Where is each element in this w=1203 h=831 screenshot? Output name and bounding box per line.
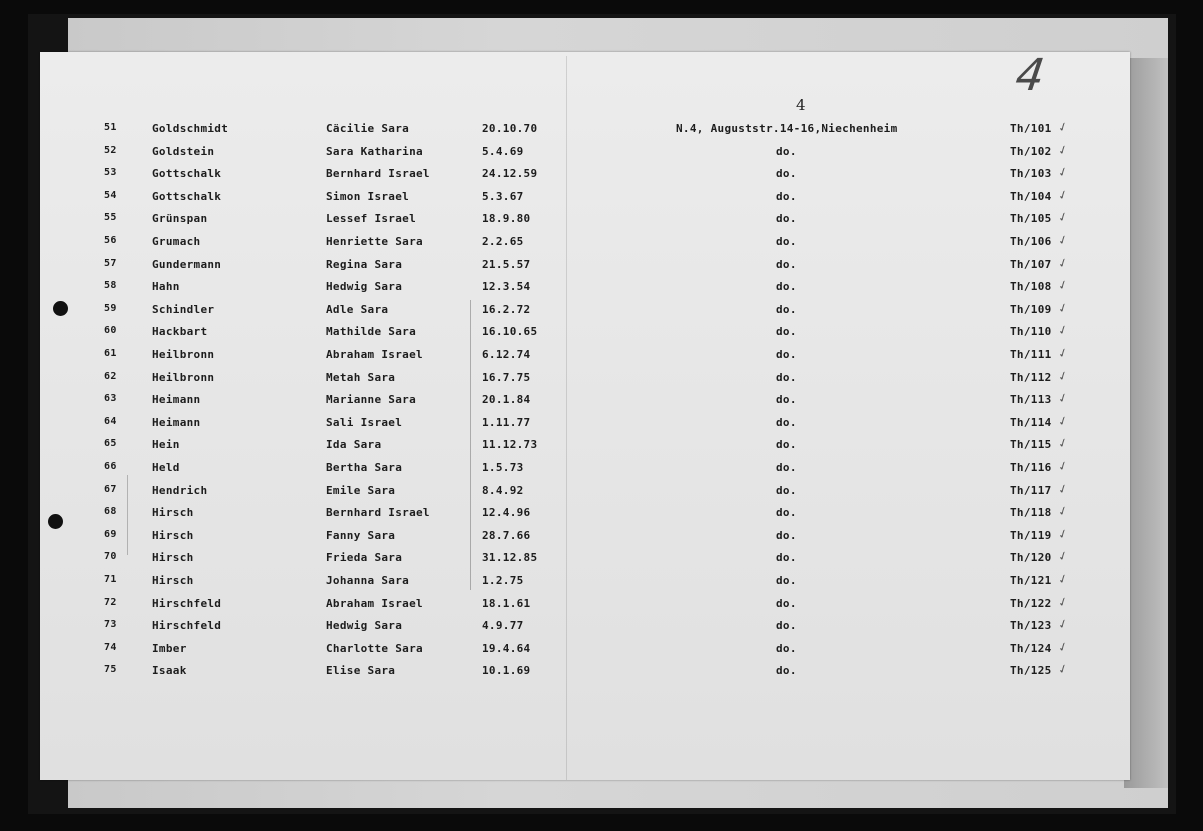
- check-mark-icon: ✓: [1055, 638, 1071, 656]
- check-mark-icon: ✓: [1055, 209, 1071, 226]
- birth-date-cell: 12.3.54: [482, 280, 531, 294]
- address-cell: do.: [776, 528, 797, 542]
- surname-cell: Hirsch: [152, 574, 194, 587]
- row-number: 75: [104, 664, 117, 676]
- given-name-cell: Charlotte Sara: [326, 641, 423, 655]
- given-name-cell: Sali Israel: [326, 415, 403, 429]
- given-name-cell: Ida Sara: [326, 438, 382, 452]
- address-cell: do.: [776, 574, 797, 587]
- address-cell: do.: [776, 167, 797, 181]
- address-cell: do.: [776, 144, 797, 158]
- address-cell: do.: [776, 235, 797, 248]
- reference-cell: Th/102: [1010, 144, 1052, 158]
- table-row: [0, 661, 1203, 684]
- reference-cell: Th/117: [1010, 483, 1052, 497]
- address-cell: do.: [776, 348, 797, 361]
- reference-cell: Th/115: [1010, 438, 1052, 452]
- check-mark-icon: ✓: [1055, 254, 1071, 271]
- address-cell: do.: [776, 257, 797, 271]
- given-name-cell: Adle Sara: [326, 302, 389, 316]
- surname-cell: Goldstein: [152, 144, 215, 158]
- check-mark-icon: ✓: [1055, 480, 1071, 497]
- reference-cell: Th/113: [1010, 393, 1052, 407]
- reference-cell: Th/123: [1010, 619, 1052, 633]
- table-row: [0, 254, 1203, 278]
- address-cell: do.: [776, 280, 797, 294]
- row-number: 73: [104, 619, 117, 631]
- given-name-cell: Sara Katharina: [326, 144, 423, 158]
- address-cell: do.: [776, 596, 797, 610]
- table-row: [0, 548, 1203, 571]
- reference-cell: Th/121: [1010, 574, 1052, 587]
- table-row: [0, 435, 1203, 458]
- birth-date-cell: 10.1.69: [482, 664, 531, 678]
- given-name-cell: Henriette Sara: [326, 235, 423, 248]
- handwritten-page-number: 4: [1012, 50, 1048, 101]
- table-row: [0, 570, 1203, 594]
- surname-cell: Hirschfeld: [152, 596, 222, 610]
- address-cell: do.: [776, 483, 797, 497]
- check-mark-icon: ✓: [1055, 344, 1071, 362]
- address-cell: do.: [776, 641, 797, 655]
- row-number: 67: [104, 483, 117, 495]
- address-cell: do.: [776, 551, 797, 565]
- given-name-cell: Abraham Israel: [326, 348, 423, 361]
- check-mark-icon: ✓: [1055, 457, 1071, 475]
- given-name-cell: Mathilde Sara: [326, 325, 416, 339]
- table-row: [0, 525, 1203, 549]
- table-row: [0, 118, 1203, 142]
- table-row: [0, 457, 1203, 481]
- reference-cell: Th/116: [1010, 461, 1052, 474]
- surname-cell: Imber: [152, 641, 187, 655]
- row-number: 70: [104, 551, 117, 563]
- address-cell: do.: [776, 506, 797, 520]
- check-mark-icon: ✓: [1055, 548, 1071, 565]
- table-row: [0, 502, 1203, 526]
- table-row: [0, 389, 1203, 413]
- table-row: [0, 299, 1203, 323]
- address-cell: do.: [776, 664, 797, 678]
- birth-date-cell: 28.7.66: [482, 528, 531, 542]
- given-name-cell: Abraham Israel: [326, 596, 423, 610]
- reference-cell: Th/110: [1010, 325, 1052, 339]
- row-number: 71: [104, 574, 117, 585]
- row-number: 61: [104, 348, 117, 359]
- given-name-cell: Hedwig Sara: [326, 619, 403, 633]
- row-number: 55: [104, 212, 117, 224]
- birth-date-cell: 1.5.73: [482, 461, 524, 474]
- birth-date-cell: 21.5.57: [482, 257, 531, 271]
- given-name-cell: Cäcilie Sara: [326, 122, 410, 135]
- check-mark-icon: ✓: [1055, 367, 1071, 384]
- reference-cell: Th/108: [1010, 280, 1052, 294]
- surname-cell: Hackbart: [152, 325, 208, 339]
- reference-cell: Th/118: [1010, 506, 1052, 520]
- reference-cell: Th/119: [1010, 528, 1052, 542]
- birth-date-cell: 1.11.77: [482, 415, 531, 429]
- reference-cell: Th/106: [1010, 235, 1052, 248]
- table-row: [0, 344, 1203, 368]
- given-name-cell: Frieda Sara: [326, 551, 403, 565]
- birth-date-cell: 24.12.59: [482, 167, 538, 181]
- surname-cell: Held: [152, 461, 180, 474]
- reference-cell: Th/125: [1010, 664, 1052, 678]
- birth-date-cell: 6.12.74: [482, 348, 531, 361]
- row-number: 58: [104, 280, 117, 292]
- birth-date-cell: 31.12.85: [482, 551, 538, 565]
- address-cell: do.: [776, 619, 797, 633]
- check-mark-icon: ✓: [1055, 435, 1071, 452]
- surname-cell: Hirsch: [152, 551, 194, 565]
- check-mark-icon: ✓: [1055, 502, 1071, 520]
- reference-cell: Th/112: [1010, 370, 1052, 384]
- surname-cell: Isaak: [152, 664, 187, 678]
- surname-cell: Hirsch: [152, 528, 194, 542]
- table-row: [0, 322, 1203, 345]
- reference-cell: Th/103: [1010, 167, 1052, 181]
- given-name-cell: Johanna Sara: [326, 574, 410, 587]
- page-number: 4: [796, 96, 806, 114]
- check-mark-icon: ✓: [1055, 276, 1071, 294]
- table-row: [0, 231, 1203, 255]
- given-name-cell: Bernhard Israel: [326, 167, 430, 181]
- check-mark-icon: ✓: [1055, 163, 1071, 181]
- table-row: [0, 412, 1203, 436]
- row-number: 56: [104, 235, 117, 246]
- surname-cell: Gundermann: [152, 257, 222, 271]
- row-number: 64: [104, 415, 117, 427]
- check-mark-icon: ✓: [1055, 231, 1071, 249]
- birth-date-cell: 8.4.92: [482, 483, 524, 497]
- birth-date-cell: 18.9.80: [482, 212, 531, 226]
- table-row: [0, 163, 1203, 187]
- row-number: 74: [104, 641, 117, 653]
- check-mark-icon: ✓: [1055, 525, 1071, 543]
- reference-cell: Th/104: [1010, 189, 1052, 203]
- birth-date-cell: 4.9.77: [482, 619, 524, 633]
- surname-cell: Schindler: [152, 302, 215, 316]
- reference-cell: Th/114: [1010, 415, 1052, 429]
- check-mark-icon: ✓: [1055, 186, 1071, 204]
- address-cell: do.: [776, 461, 797, 474]
- table-row: [0, 367, 1203, 391]
- surname-cell: Heimann: [152, 415, 201, 429]
- address-cell: do.: [776, 370, 797, 384]
- table-row: [0, 209, 1203, 232]
- surname-cell: Heilbronn: [152, 348, 215, 361]
- check-mark-icon: ✓: [1055, 322, 1071, 339]
- address-cell: do.: [776, 415, 797, 429]
- given-name-cell: Emile Sara: [326, 483, 396, 497]
- table-row: [0, 593, 1203, 617]
- birth-date-cell: 19.4.64: [482, 641, 531, 655]
- row-number: 51: [104, 122, 117, 133]
- row-number: 59: [104, 302, 117, 314]
- row-number: 54: [104, 189, 117, 201]
- birth-date-cell: 1.2.75: [482, 574, 524, 587]
- address-cell: do.: [776, 393, 797, 407]
- given-name-cell: Metah Sara: [326, 370, 396, 384]
- given-name-cell: Bernhard Israel: [326, 506, 430, 520]
- row-number: 53: [104, 167, 117, 179]
- surname-cell: Gottschalk: [152, 189, 222, 203]
- given-name-cell: Marianne Sara: [326, 393, 416, 407]
- address-cell: do.: [776, 189, 797, 203]
- surname-cell: Hirsch: [152, 506, 194, 520]
- reference-cell: Th/107: [1010, 257, 1052, 271]
- surname-cell: Heimann: [152, 393, 201, 407]
- birth-date-cell: 16.10.65: [482, 325, 538, 339]
- given-name-cell: Hedwig Sara: [326, 280, 403, 294]
- row-number: 66: [104, 461, 117, 472]
- birth-date-cell: 11.12.73: [482, 438, 538, 452]
- check-mark-icon: ✓: [1055, 141, 1071, 158]
- given-name-cell: Simon Israel: [326, 189, 410, 203]
- surname-cell: Grumach: [152, 235, 201, 248]
- birth-date-cell: 12.4.96: [482, 506, 531, 520]
- birth-date-cell: 16.2.72: [482, 302, 531, 316]
- address-cell: do.: [776, 302, 797, 316]
- birth-date-cell: 2.2.65: [482, 235, 524, 248]
- address-cell: do.: [776, 438, 797, 452]
- surname-cell: Heilbronn: [152, 370, 215, 384]
- given-name-cell: Regina Sara: [326, 257, 403, 271]
- reference-cell: Th/111: [1010, 348, 1052, 361]
- row-number: 60: [104, 325, 117, 337]
- given-name-cell: Lessef Israel: [326, 212, 416, 226]
- reference-cell: Th/120: [1010, 551, 1052, 565]
- check-mark-icon: ✓: [1055, 593, 1071, 610]
- table-row: [0, 615, 1203, 639]
- address-cell: do.: [776, 212, 797, 226]
- row-number: 57: [104, 257, 117, 269]
- birth-date-cell: 5.3.67: [482, 189, 524, 203]
- check-mark-icon: ✓: [1055, 615, 1071, 633]
- table-row: [0, 141, 1203, 165]
- row-number: 65: [104, 438, 117, 450]
- given-name-cell: Fanny Sara: [326, 528, 396, 542]
- reference-cell: Th/105: [1010, 212, 1052, 226]
- check-mark-icon: ✓: [1055, 389, 1071, 407]
- birth-date-cell: 18.1.61: [482, 596, 531, 610]
- surname-cell: Hirschfeld: [152, 619, 222, 633]
- surname-cell: Hein: [152, 438, 180, 452]
- given-name-cell: Bertha Sara: [326, 461, 403, 474]
- reference-cell: Th/124: [1010, 641, 1052, 655]
- birth-date-cell: 20.10.70: [482, 122, 538, 135]
- table-row: [0, 480, 1203, 504]
- surname-cell: Gottschalk: [152, 167, 222, 181]
- reference-cell: Th/122: [1010, 596, 1052, 610]
- reference-cell: Th/109: [1010, 302, 1052, 316]
- table-row: [0, 186, 1203, 210]
- check-mark-icon: ✓: [1055, 118, 1071, 136]
- row-number: 62: [104, 370, 117, 382]
- reference-cell: Th/101: [1010, 122, 1052, 135]
- table-row: [0, 638, 1203, 662]
- row-number: 72: [104, 596, 117, 608]
- row-number: 68: [104, 506, 117, 518]
- table-row: [0, 276, 1203, 300]
- surname-cell: Grünspan: [152, 212, 208, 226]
- birth-date-cell: 20.1.84: [482, 393, 531, 407]
- check-mark-icon: ✓: [1055, 412, 1071, 430]
- row-number: 69: [104, 528, 117, 540]
- check-mark-icon: ✓: [1055, 570, 1071, 588]
- row-number: 52: [104, 144, 117, 156]
- surname-cell: Hahn: [152, 280, 180, 294]
- row-number: 63: [104, 393, 117, 405]
- check-mark-icon: ✓: [1055, 661, 1071, 678]
- birth-date-cell: 5.4.69: [482, 144, 524, 158]
- surname-cell: Goldschmidt: [152, 122, 229, 135]
- surname-cell: Hendrich: [152, 483, 208, 497]
- check-mark-icon: ✓: [1055, 299, 1071, 317]
- birth-date-cell: 16.7.75: [482, 370, 531, 384]
- given-name-cell: Elise Sara: [326, 664, 396, 678]
- address-cell: N.4, Auguststr.14-16,Niechenheim: [676, 122, 898, 135]
- address-cell: do.: [776, 325, 797, 339]
